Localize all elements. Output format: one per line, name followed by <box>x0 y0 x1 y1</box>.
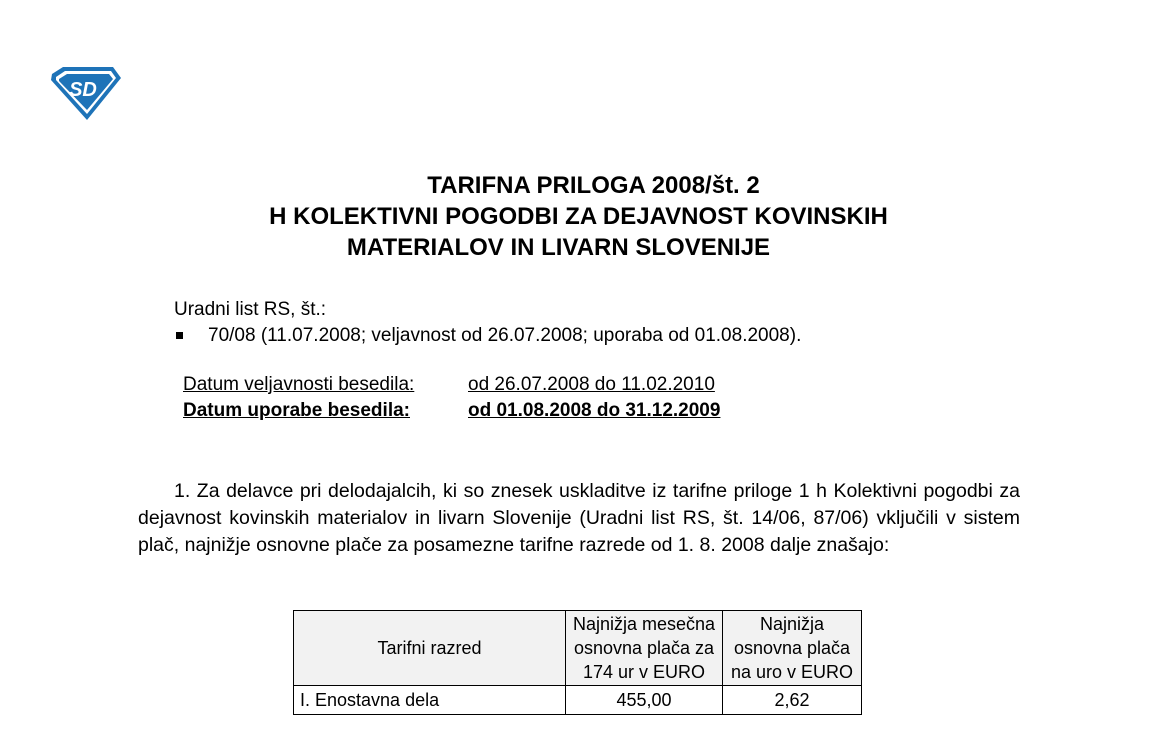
bullet-icon <box>176 332 183 339</box>
header-monthly-wage: Najnižja mesečna osnovna plača za 174 ur v EURO <box>566 611 723 686</box>
paragraph-1: 1. Za delavce pri delodajalcih, ki so znesek uskladitve iz tarifne priloge 1 h Kolektivni pogodbi za dejavnost kovinskih materialov in livarn Slovenije (Uradni list RS, št. 14/06, 87/06) vključili v sistem plač, najnižje osnovne plače za posamezne tarifne razrede od 1. 8. 2008 dalje znašajo: <box>138 480 1020 556</box>
header-hourly-wage: Najnižja osnovna plača na uro v EURO <box>723 611 862 686</box>
sd-logo-icon <box>49 66 123 122</box>
gazette-label: Uradni list RS, št.: <box>174 299 327 320</box>
logo-text: SD <box>69 79 97 101</box>
cell-hourly-wage: 2,62 <box>723 686 862 715</box>
gazette-item-text: 70/08 (11.07.2008; veljavnost od 26.07.2008; uporaba od 01.08.2008). <box>208 325 802 346</box>
text-dates <box>183 372 720 424</box>
title-line-3: MATERIALOV IN LIVARN SLOVENIJE <box>346 234 771 261</box>
table-row <box>294 686 862 715</box>
validity-label: Datum veljavnosti besedila: <box>183 374 415 395</box>
usage-row <box>183 398 720 424</box>
cell-monthly-wage: 455,00 <box>566 686 723 715</box>
header-tariff-class: Tarifni razred <box>294 611 566 686</box>
gazette-list-item <box>174 323 801 349</box>
cell-tariff-class: I. Enostavna dela <box>294 686 566 715</box>
table-header-row <box>294 611 862 686</box>
validity-row <box>183 372 720 398</box>
usage-value: od 01.08.2008 do 31.12.2009 <box>468 400 721 421</box>
validity-value: od 26.07.2008 do 11.02.2010 <box>468 374 715 395</box>
usage-label: Datum uporabe besedila: <box>183 400 410 421</box>
title-line-2: H KOLEKTIVNI POGODBI ZA DEJAVNOST KOVINSKIH <box>269 203 888 230</box>
wage-table <box>293 610 862 715</box>
gazette-reference <box>174 297 801 349</box>
document-title <box>0 170 1157 263</box>
title-line-1: TARIFNA PRILOGA 2008/št. 2 <box>427 172 760 199</box>
